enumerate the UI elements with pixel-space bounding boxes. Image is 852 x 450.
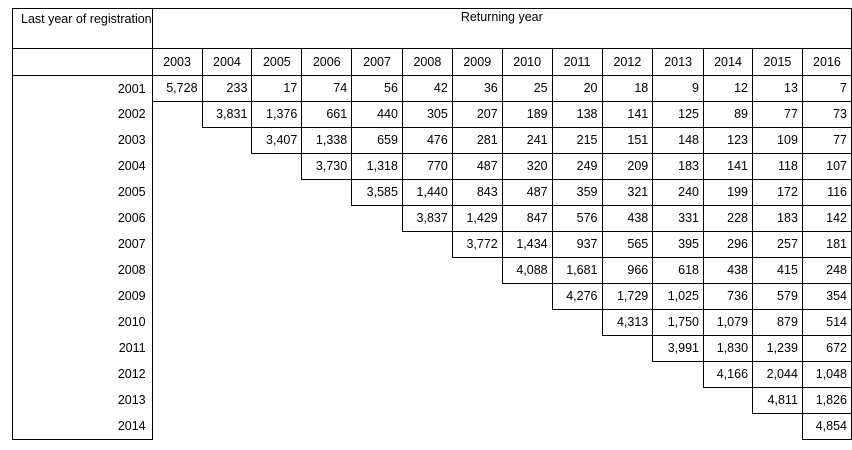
table-cell — [704, 414, 753, 440]
table-row — [13, 362, 852, 388]
table-cell: 199 — [704, 180, 753, 206]
table-cell: 116 — [802, 180, 851, 206]
table-cell: 618 — [653, 258, 704, 284]
table-cell — [152, 128, 202, 154]
table-cell — [202, 310, 252, 336]
table-cell — [502, 336, 552, 362]
table-cell — [402, 336, 452, 362]
table-cell: 565 — [602, 232, 653, 258]
table-cell — [202, 180, 252, 206]
table-cell: 1,376 — [252, 102, 302, 128]
table-row — [13, 154, 852, 180]
table-cell: 1,079 — [704, 310, 753, 336]
table-cell — [252, 180, 302, 206]
table-cell: 118 — [753, 154, 803, 180]
table-cell: 440 — [352, 102, 403, 128]
table-row — [13, 336, 852, 362]
table-body — [13, 9, 852, 440]
table-cell — [352, 310, 403, 336]
table-row — [13, 284, 852, 310]
table-row — [13, 232, 852, 258]
table-cell — [402, 310, 452, 336]
table-cell: 672 — [802, 336, 851, 362]
table-cell — [302, 258, 352, 284]
table-cell — [402, 258, 452, 284]
table-cell — [252, 388, 302, 414]
row-year-label: 2014 — [13, 414, 153, 440]
table-cell: 107 — [802, 154, 851, 180]
table-cell: 77 — [802, 128, 851, 154]
row-year-label: 2002 — [13, 102, 153, 128]
table-cell: 3,407 — [252, 128, 302, 154]
table-cell: 148 — [653, 128, 704, 154]
table-cell: 438 — [602, 206, 653, 232]
table-cell — [402, 284, 452, 310]
table-cell — [402, 388, 452, 414]
table-cell: 25 — [502, 76, 552, 102]
table-cell: 248 — [802, 258, 851, 284]
table-cell — [252, 414, 302, 440]
table-cell — [152, 180, 202, 206]
table-cell — [202, 362, 252, 388]
table-cell — [302, 362, 352, 388]
table-cell — [202, 258, 252, 284]
table-cell: 20 — [552, 76, 602, 102]
table-cell: 207 — [452, 102, 502, 128]
table-cell: 847 — [502, 206, 552, 232]
table-cell — [502, 362, 552, 388]
table-cell: 257 — [753, 232, 803, 258]
table-cell — [602, 336, 653, 362]
table-cell: 73 — [802, 102, 851, 128]
table-cell: 487 — [502, 180, 552, 206]
table-cell: 4,166 — [704, 362, 753, 388]
registration-table — [12, 8, 852, 440]
table-cell: 1,048 — [802, 362, 851, 388]
table-cell — [552, 336, 602, 362]
returning-year-2010: 2010 — [502, 49, 552, 76]
table-cell: 17 — [252, 76, 302, 102]
table-cell: 354 — [802, 284, 851, 310]
table-cell — [602, 362, 653, 388]
table-row — [13, 128, 852, 154]
table-cell — [152, 284, 202, 310]
table-row — [13, 102, 852, 128]
table-cell — [152, 336, 202, 362]
table-cell — [502, 310, 552, 336]
table-cell — [352, 414, 403, 440]
table-cell — [402, 362, 452, 388]
table-cell — [202, 128, 252, 154]
table-cell — [252, 310, 302, 336]
table-cell — [352, 206, 403, 232]
table-cell — [352, 258, 403, 284]
table-row — [13, 180, 852, 206]
row-year-label: 2001 — [13, 76, 153, 102]
table-cell: 9 — [653, 76, 704, 102]
table-cell — [653, 388, 704, 414]
returning-year-2014: 2014 — [704, 49, 753, 76]
returning-year-2003: 2003 — [152, 49, 202, 76]
table-cell — [202, 232, 252, 258]
table-cell: 770 — [402, 154, 452, 180]
table-cell: 125 — [653, 102, 704, 128]
table-cell: 138 — [552, 102, 602, 128]
returning-year-2005: 2005 — [252, 49, 302, 76]
table-cell — [302, 336, 352, 362]
table-cell: 736 — [704, 284, 753, 310]
table-cell: 241 — [502, 128, 552, 154]
table-cell: 172 — [753, 180, 803, 206]
table-cell: 1,318 — [352, 154, 403, 180]
table-cell — [402, 232, 452, 258]
corner-header: Last year of registration — [13, 9, 153, 49]
table-cell — [552, 388, 602, 414]
table-cell: 359 — [552, 180, 602, 206]
table-cell — [202, 388, 252, 414]
table-cell: 576 — [552, 206, 602, 232]
table-cell: 4,313 — [602, 310, 653, 336]
table-cell — [202, 414, 252, 440]
table-cell: 240 — [653, 180, 704, 206]
table-cell — [202, 154, 252, 180]
table-cell — [452, 388, 502, 414]
table-cell: 415 — [753, 258, 803, 284]
table-cell: 183 — [753, 206, 803, 232]
table-cell: 12 — [704, 76, 753, 102]
table-cell — [653, 362, 704, 388]
table-cell: 331 — [653, 206, 704, 232]
table-cell: 1,025 — [653, 284, 704, 310]
table-cell: 438 — [704, 258, 753, 284]
table-cell: 77 — [753, 102, 803, 128]
returning-year-2011: 2011 — [552, 49, 602, 76]
table-cell: 151 — [602, 128, 653, 154]
table-cell — [152, 258, 202, 284]
table-cell: 843 — [452, 180, 502, 206]
returning-year-2004: 2004 — [202, 49, 252, 76]
table-cell: 3,831 — [202, 102, 252, 128]
row-year-label: 2004 — [13, 154, 153, 180]
table-cell: 228 — [704, 206, 753, 232]
table-cell — [252, 258, 302, 284]
table-cell: 3,730 — [302, 154, 352, 180]
table-cell: 487 — [452, 154, 502, 180]
table-cell: 7 — [802, 76, 851, 102]
row-year-label: 2005 — [13, 180, 153, 206]
table-cell: 141 — [602, 102, 653, 128]
table-cell — [252, 284, 302, 310]
table-cell: 1,429 — [452, 206, 502, 232]
table-cell — [252, 232, 302, 258]
returning-year-2006: 2006 — [302, 49, 352, 76]
table-cell: 4,276 — [552, 284, 602, 310]
table-cell: 74 — [302, 76, 352, 102]
table-cell: 1,729 — [602, 284, 653, 310]
row-year-label: 2006 — [13, 206, 153, 232]
table-cell: 1,826 — [802, 388, 851, 414]
table-cell: 4,854 — [802, 414, 851, 440]
table-cell: 142 — [802, 206, 851, 232]
table-cell: 18 — [602, 76, 653, 102]
table-cell: 5,728 — [152, 76, 202, 102]
returning-year-2013: 2013 — [653, 49, 704, 76]
table-cell — [302, 180, 352, 206]
table-cell — [302, 284, 352, 310]
table-cell — [552, 362, 602, 388]
table-cell — [704, 388, 753, 414]
table-row — [13, 258, 852, 284]
table-cell — [202, 206, 252, 232]
table-cell: 189 — [502, 102, 552, 128]
table-cell: 181 — [802, 232, 851, 258]
returning-year-2015: 2015 — [753, 49, 803, 76]
table-cell — [753, 414, 803, 440]
table-cell — [152, 232, 202, 258]
table-cell — [302, 310, 352, 336]
table-cell — [252, 154, 302, 180]
table-cell: 476 — [402, 128, 452, 154]
table-cell: 1,338 — [302, 128, 352, 154]
table-cell: 579 — [753, 284, 803, 310]
table-cell: 1,434 — [502, 232, 552, 258]
row-year-label: 2008 — [13, 258, 153, 284]
returning-years-row — [13, 49, 852, 76]
table-cell — [552, 414, 602, 440]
table-cell: 183 — [653, 154, 704, 180]
table-row — [13, 388, 852, 414]
table-cell: 296 — [704, 232, 753, 258]
table-cell — [602, 414, 653, 440]
table-cell — [452, 284, 502, 310]
table-cell: 1,681 — [552, 258, 602, 284]
table-cell: 2,044 — [753, 362, 803, 388]
table-row — [13, 206, 852, 232]
returning-year-2016: 2016 — [802, 49, 851, 76]
table-cell: 305 — [402, 102, 452, 128]
table-cell: 1,750 — [653, 310, 704, 336]
table-cell — [202, 284, 252, 310]
table-cell — [302, 232, 352, 258]
row-year-label: 2011 — [13, 336, 153, 362]
table-row — [13, 310, 852, 336]
table-cell — [352, 362, 403, 388]
table-cell: 215 — [552, 128, 602, 154]
table-cell: 661 — [302, 102, 352, 128]
returning-year-2008: 2008 — [402, 49, 452, 76]
table-cell — [352, 232, 403, 258]
table-cell — [653, 414, 704, 440]
returning-year-2009: 2009 — [452, 49, 502, 76]
row-year-label: 2007 — [13, 232, 153, 258]
table-cell: 123 — [704, 128, 753, 154]
table-cell — [302, 414, 352, 440]
returning-year-2012: 2012 — [602, 49, 653, 76]
table-cell: 3,837 — [402, 206, 452, 232]
table-cell: 3,772 — [452, 232, 502, 258]
table-cell — [602, 388, 653, 414]
table-cell: 1,239 — [753, 336, 803, 362]
table-cell: 249 — [552, 154, 602, 180]
table-cell: 42 — [402, 76, 452, 102]
table-cell — [352, 388, 403, 414]
row-year-label: 2010 — [13, 310, 153, 336]
table-cell: 209 — [602, 154, 653, 180]
table-cell: 13 — [753, 76, 803, 102]
table-cell — [252, 336, 302, 362]
table-cell — [302, 206, 352, 232]
table-cell — [252, 362, 302, 388]
table-cell: 321 — [602, 180, 653, 206]
table-cell — [452, 414, 502, 440]
table-cell — [502, 414, 552, 440]
table-row — [13, 414, 852, 440]
table-cell: 233 — [202, 76, 252, 102]
table-cell: 4,088 — [502, 258, 552, 284]
row-year-label: 2009 — [13, 284, 153, 310]
table-cell — [402, 414, 452, 440]
table-cell: 879 — [753, 310, 803, 336]
table-cell: 659 — [352, 128, 403, 154]
table-cell: 514 — [802, 310, 851, 336]
table-cell — [202, 336, 252, 362]
table-cell — [152, 362, 202, 388]
row-year-label: 2003 — [13, 128, 153, 154]
years-row-blank — [13, 49, 153, 76]
table-row — [13, 76, 852, 102]
returning-year-header: Returning year — [152, 9, 851, 49]
table-cell — [152, 388, 202, 414]
table-cell: 320 — [502, 154, 552, 180]
table-cell: 1,440 — [402, 180, 452, 206]
table-cell: 1,830 — [704, 336, 753, 362]
table-cell: 56 — [352, 76, 403, 102]
table-cell — [302, 388, 352, 414]
table-cell — [452, 336, 502, 362]
table-cell — [452, 310, 502, 336]
table-cell: 3,991 — [653, 336, 704, 362]
table-cell — [152, 310, 202, 336]
table-cell: 4,811 — [753, 388, 803, 414]
table-cell — [152, 206, 202, 232]
table-cell: 395 — [653, 232, 704, 258]
table-cell: 89 — [704, 102, 753, 128]
table-cell — [502, 284, 552, 310]
table-cell — [352, 284, 403, 310]
table-cell — [152, 154, 202, 180]
table-cell — [252, 206, 302, 232]
table-cell: 966 — [602, 258, 653, 284]
table-cell — [502, 388, 552, 414]
returning-year-2007: 2007 — [352, 49, 403, 76]
row-year-label: 2012 — [13, 362, 153, 388]
table-cell — [152, 102, 202, 128]
table-cell: 109 — [753, 128, 803, 154]
table-cell — [152, 414, 202, 440]
table-cell: 3,585 — [352, 180, 403, 206]
table-cell — [452, 258, 502, 284]
table-cell — [552, 310, 602, 336]
table-cell: 281 — [452, 128, 502, 154]
row-year-label: 2013 — [13, 388, 153, 414]
table-cell: 141 — [704, 154, 753, 180]
table-cell: 36 — [452, 76, 502, 102]
table-cell — [352, 336, 403, 362]
table-cell — [452, 362, 502, 388]
table-cell: 937 — [552, 232, 602, 258]
